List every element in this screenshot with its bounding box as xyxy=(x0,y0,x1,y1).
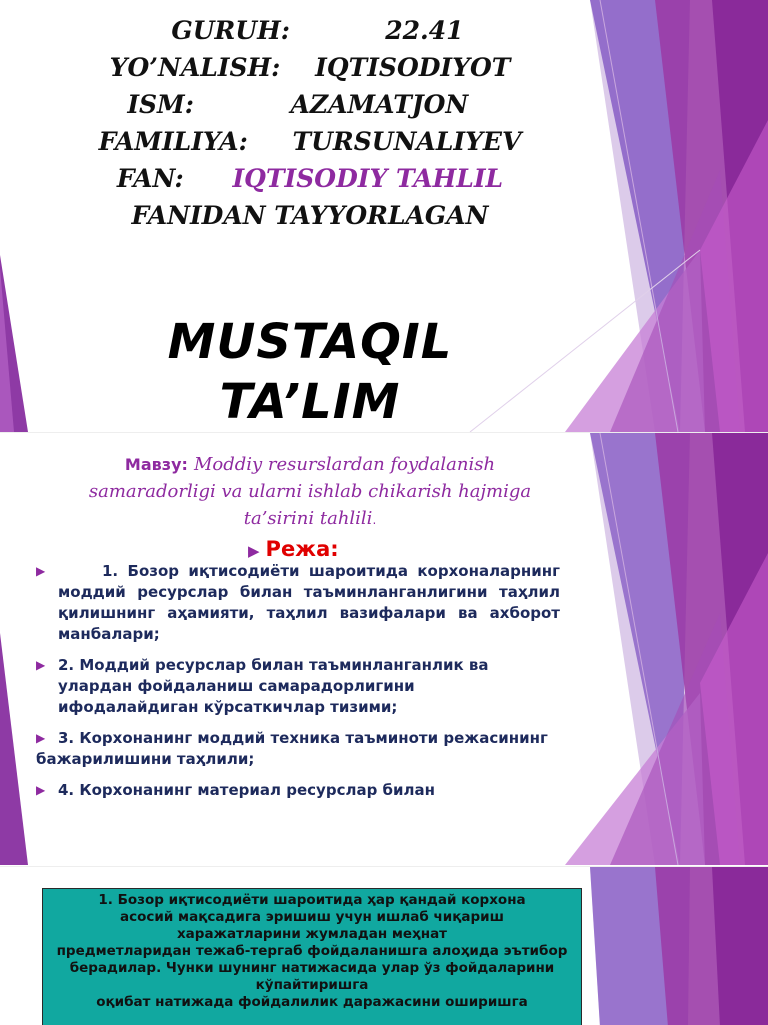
direction-label: YO’NALISH: xyxy=(109,53,281,82)
topic-text: Moddiy resurslardan foydalanish samaradorligi va ularni ishlab chikarish hajmiga ta’sirini tahlili xyxy=(88,454,532,529)
plan-heading xyxy=(248,537,339,561)
plan-item xyxy=(36,561,560,645)
triangle-bullet-icon: ▶ xyxy=(36,731,46,745)
box-line: харажатларини жумладан меҳнат xyxy=(176,926,448,942)
triangle-bullet-icon: ▶ xyxy=(36,564,46,578)
plan-item xyxy=(36,655,560,718)
subject-row xyxy=(70,160,550,197)
box-line: оқибат натижада фойдалилик даражасини оширишга xyxy=(96,994,528,1010)
topic-period: . xyxy=(372,513,377,527)
surname-row xyxy=(70,123,550,160)
triangle-bullet-icon: ▶ xyxy=(248,542,260,560)
plan-slide xyxy=(0,432,768,865)
plan-item-text: 2. Моддий ресурслар билан таъминланганлик ва улардан фойдаланиш самарадорлигини ифодалайдиган кўрсаткичлар тизими; xyxy=(58,656,489,716)
plan-list xyxy=(36,561,560,811)
facet-purple-c xyxy=(712,867,768,1025)
triangle-bullet-icon: ▶ xyxy=(36,783,46,797)
group-row xyxy=(70,12,550,49)
student-info xyxy=(70,12,550,234)
surname-value: TURSUNALIYEV xyxy=(292,127,522,156)
topic-label: Мавзу: xyxy=(124,455,188,474)
content-slide xyxy=(0,866,768,1025)
group-value: 22.41 xyxy=(385,16,464,45)
box-line: 1. Бозор иқтисодиёти шароитида ҳар қандай корхона xyxy=(98,892,526,908)
main-title xyxy=(100,312,520,432)
topic xyxy=(80,451,540,533)
plan-item-text: 1. Бозор иқтисодиёти шароитида корхоналарнинг моддий ресурслар билан таъминланганлигини таҳлил қилишнинг аҳамияти, таҳлил вазифалари ва ахборот манбалари; xyxy=(58,562,560,643)
name-value: AZAMATJON xyxy=(290,90,469,119)
plan-item-text: 3. Корхонанинг моддий техника таъминоти режасининг бажарилишини таҳлили; xyxy=(36,729,548,768)
prepared-by: FANIDAN TAYYORLAGAN xyxy=(131,201,489,230)
left-edge-facet xyxy=(0,633,28,865)
direction-value: IQTISODIYOT xyxy=(315,53,511,82)
name-row xyxy=(70,86,550,123)
subject-label: FAN: xyxy=(116,164,184,193)
main-title-line2: TA’LIM xyxy=(219,374,401,430)
triangle-bullet-icon: ▶ xyxy=(36,658,46,672)
plan-item-text: 4. Корхонанинг материал ресурслар билан xyxy=(58,781,435,799)
plan-title: Режа: xyxy=(265,537,339,561)
name-label: ISM: xyxy=(127,90,194,119)
text-box xyxy=(42,888,582,1025)
subject-value: IQTISODIY TAHLIL xyxy=(232,164,504,193)
plan-item xyxy=(36,780,560,801)
box-line: асосий мақсадига эришиш учун ишлаб чиқариш xyxy=(120,909,504,925)
main-title-line1: MUSTAQIL xyxy=(167,314,453,370)
plan-item xyxy=(36,728,560,770)
box-line: берадилар. Чунки шунинг натижасида улар ўз фойдаларини кўпайтиришга xyxy=(69,960,555,993)
box-line: предметларидан тежаб-тергаб фойдаланишга алоҳида эътибор xyxy=(56,943,568,959)
group-label: GURUH: xyxy=(171,16,290,45)
title-slide xyxy=(0,0,768,432)
direction-row xyxy=(70,49,550,86)
surname-label: FAMILIYA: xyxy=(98,127,248,156)
